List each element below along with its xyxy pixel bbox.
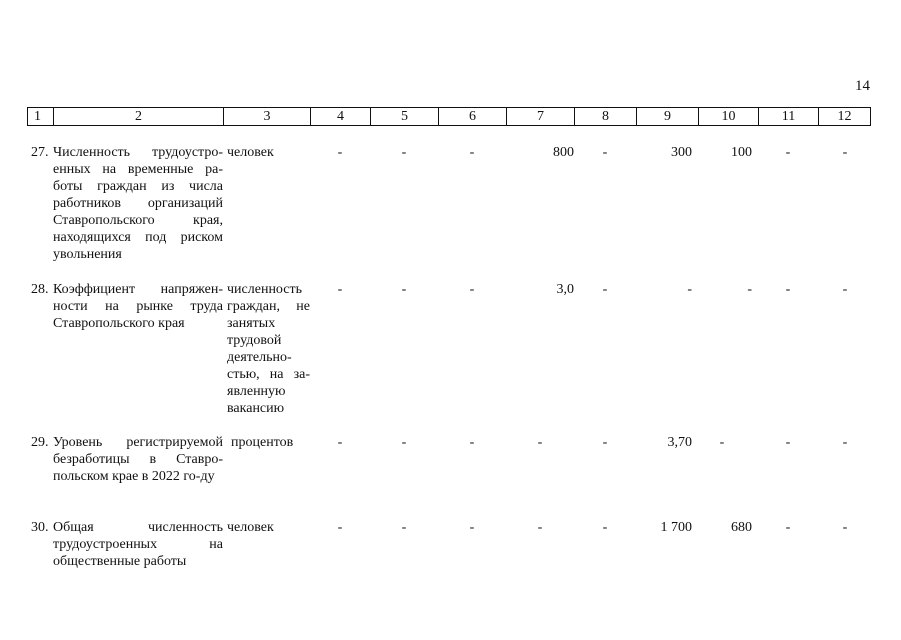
value-col-6: - <box>469 282 475 297</box>
value-col-8: - <box>602 282 608 297</box>
header-col-10: 10 <box>699 108 759 126</box>
value-col-8: - <box>602 520 608 535</box>
value-col-10: 100 <box>731 145 752 160</box>
header-col-9: 9 <box>637 108 699 126</box>
value-col-11: - <box>785 282 791 297</box>
page-number: 14 <box>855 78 870 94</box>
value-col-12: - <box>842 282 848 297</box>
value-col-9: 1 700 <box>660 520 692 535</box>
value-col-9: - <box>687 282 692 297</box>
value-col-12: - <box>842 145 848 160</box>
header-col-4: 4 <box>311 108 371 126</box>
value-col-9: 3,70 <box>667 435 692 450</box>
header-col-11: 11 <box>759 108 819 126</box>
value-col-4: - <box>337 145 343 160</box>
row-number: 29. <box>31 435 49 450</box>
value-col-6: - <box>469 145 475 160</box>
header-col-8: 8 <box>575 108 637 126</box>
header-col-2: 2 <box>54 108 224 126</box>
value-col-6: - <box>469 435 475 450</box>
column-number-header <box>27 107 871 126</box>
header-col-7: 7 <box>507 108 575 126</box>
header-col-1: 1 <box>28 108 54 126</box>
unit-of-measure: человек <box>227 145 274 160</box>
value-col-5: - <box>401 145 407 160</box>
value-col-7: - <box>537 435 543 450</box>
value-col-6: - <box>469 520 475 535</box>
value-col-10: - <box>747 282 752 297</box>
row-number: 28. <box>31 282 49 297</box>
value-col-5: - <box>401 435 407 450</box>
indicator-name: Общая численность трудоустроенных на общественные работы <box>53 520 223 569</box>
header-col-3: 3 <box>224 108 311 126</box>
header-row <box>28 108 871 126</box>
indicator-name: Уровень регистрируемой безработицы в Ставро-польском крае в 2022 го-ду <box>53 435 223 484</box>
value-col-11: - <box>785 435 791 450</box>
value-col-12: - <box>842 520 848 535</box>
indicator-name: Численность трудоустро-енных на временные ра-боты граждан из числа работников организаций Ставропольского края, находящихся под риском увольнения <box>53 145 223 262</box>
unit-of-measure: численность граждан, не занятых трудовой деятельно-стью, на за-явленную вакансию <box>227 282 310 416</box>
value-col-7: 800 <box>553 145 574 160</box>
unit-of-measure: процентов <box>231 435 294 450</box>
row-number: 27. <box>31 145 49 160</box>
value-col-8: - <box>602 435 608 450</box>
value-col-11: - <box>785 145 791 160</box>
value-col-4: - <box>337 520 343 535</box>
header-col-12: 12 <box>819 108 871 126</box>
value-col-7: 3,0 <box>556 282 574 297</box>
value-col-4: - <box>337 282 343 297</box>
value-col-5: - <box>401 520 407 535</box>
value-col-7: - <box>537 520 543 535</box>
row-number: 30. <box>31 520 49 535</box>
header-col-6: 6 <box>439 108 507 126</box>
value-col-8: - <box>602 145 608 160</box>
value-col-10: - <box>719 435 725 450</box>
value-col-11: - <box>785 520 791 535</box>
value-col-10: 680 <box>731 520 752 535</box>
value-col-5: - <box>401 282 407 297</box>
value-col-9: 300 <box>671 145 692 160</box>
value-col-12: - <box>842 435 848 450</box>
value-col-4: - <box>337 435 343 450</box>
indicator-name: Коэффициент напряжен-ности на рынке труда Ставропольского края <box>53 282 223 331</box>
unit-of-measure: человек <box>227 520 274 535</box>
header-col-5: 5 <box>371 108 439 126</box>
